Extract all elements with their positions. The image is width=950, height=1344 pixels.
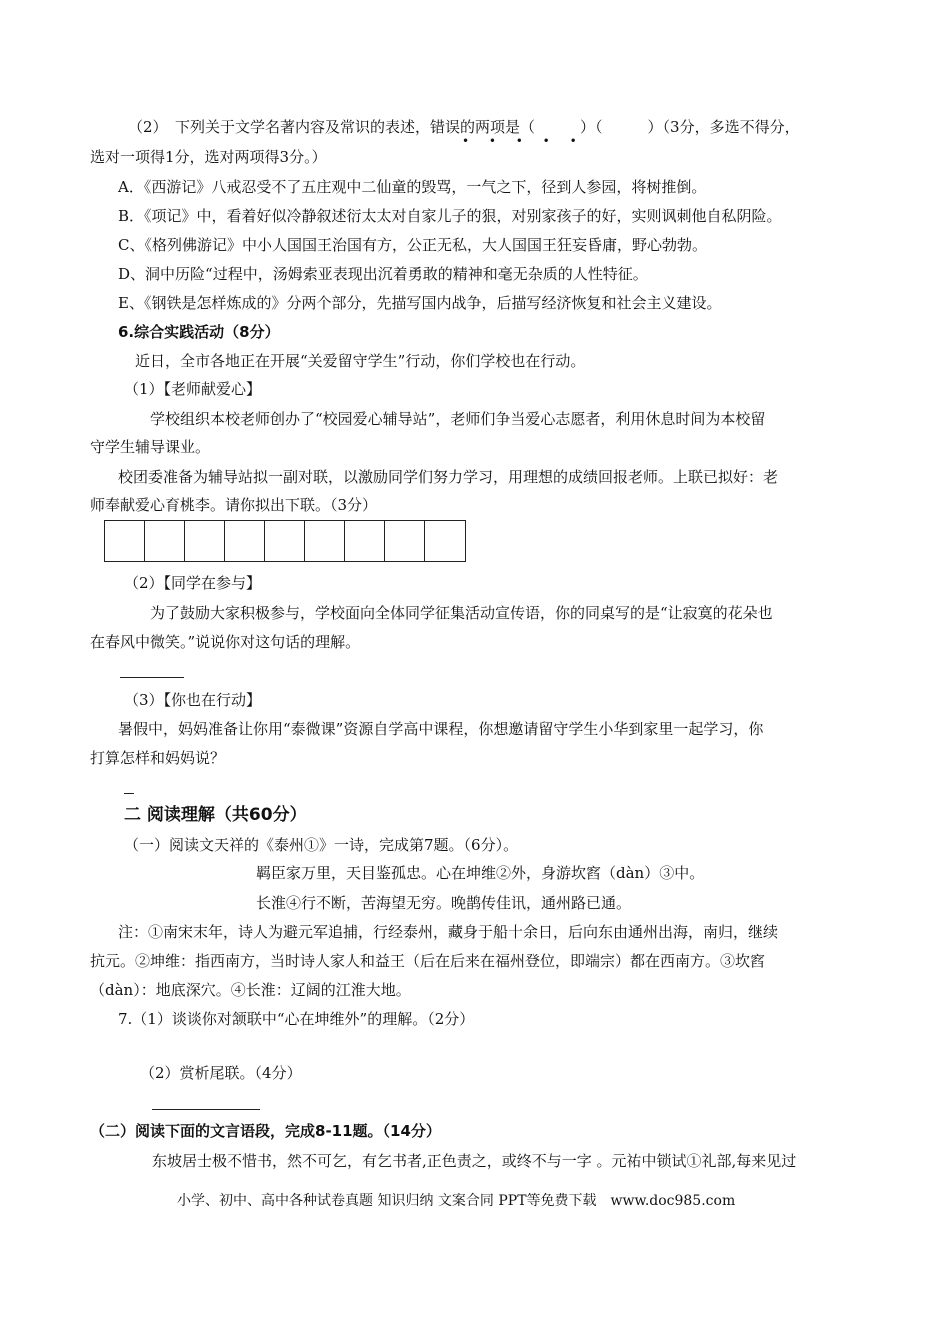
answer-line[interactable] — [124, 793, 134, 794]
q6-part2-text2: 在春风中微笑。”说说你对这句话的理解。 — [90, 633, 361, 651]
couplet-answer-grid[interactable] — [104, 520, 466, 562]
answer-cell[interactable] — [265, 521, 305, 561]
answer-cell[interactable] — [345, 521, 385, 561]
poem-line1: 羁臣家万里，天目鉴孤忠。心在坤维②外，身游坎窞（dàn）③中。 — [256, 864, 705, 882]
wenyan-line1: 东坡居士极不惜书，然不可乞，有乞书者,正色责之，或终不与一字 。元祐中锁试①礼部,每来见过 — [152, 1152, 797, 1170]
q6-part3-text1: 暑假中，妈妈准备让你用“泰微课”资源自学高中课程，你想邀请留守学生小华到家里一起学习，你 — [118, 720, 764, 738]
section2-sub1: （一）阅读文天祥的《泰州①》一诗，完成第7题。（6分）。 — [124, 836, 519, 854]
q6-part1-text2: 守学生辅导课业。 — [90, 438, 211, 456]
section2-sub2: （二）阅读下面的文言语段，完成8-11题。（14分） — [90, 1122, 441, 1140]
answer-cell[interactable] — [225, 521, 265, 561]
page-footer: 小学、初中、高中各种试卷真题 知识归纳 文案合同 PPT等免费下载 www.doc985.com — [177, 1193, 736, 1209]
q6-intro: 近日，全市各地正在开展“关爱留守学生”行动，你们学校也在行动。 — [135, 352, 586, 370]
q5-2-line1: （2） 下列关于文学名著内容及常识的表述，错误的两项是（ ）（ ）（3分，多选不得分， — [128, 118, 800, 136]
q6-part1-text3: 校团委准备为辅导站拟一副对联，以激励同学们努力学习，用理想的成绩回报老师。上联已拟好：老 — [118, 468, 779, 486]
q7-1: 7.（1）谈谈你对颔联中“心在坤维外”的理解。（2分） — [118, 1010, 475, 1028]
q5-2-line2: 选对一项得1分，选对两项得3分。） — [90, 148, 327, 166]
q6-part3-label: （3）【你也在行动】 — [124, 691, 262, 709]
note-line1: 注：①南宋末年，诗人为避元军追捕，行经泰州，藏身于船十余日，后向东由通州出海，南归，继续 — [118, 923, 779, 941]
answer-line[interactable] — [152, 1109, 260, 1110]
option-d: D、洞中历险“过程中，汤姆索亚表现出沉着勇敢的精神和毫无杂质的人性特征。 — [118, 265, 648, 283]
answer-cell[interactable] — [425, 521, 465, 561]
note-line3: （dàn）：地底深穴。④长淮：辽阔的江淮大地。 — [90, 981, 411, 999]
poem-line2: 长淮④行不断，苦海望无穷。晚鹊传佳讯，通州路已通。 — [256, 894, 632, 912]
section2-title: 二 阅读理解（共60分） — [124, 805, 307, 825]
answer-cell[interactable] — [145, 521, 185, 561]
q6-part3-text2: 打算怎样和妈妈说？ — [90, 749, 226, 767]
answer-cell[interactable] — [185, 521, 225, 561]
q7-2: （2）赏析尾联。（4分） — [140, 1064, 302, 1082]
q6-part1-text1: 学校组织本校老师创办了“校园爱心辅导站”，老师们争当爱心志愿者，利用休息时间为本校留 — [150, 410, 766, 428]
answer-cell[interactable] — [305, 521, 345, 561]
note-line2: 抗元。②坤维：指西南方，当时诗人家人和益王（后在后来在福州登位，即端宗）都在西南方。③坎窞 — [90, 952, 766, 970]
option-b: B．《项记》中，看着好似冷静叙述衍太太对自家儿子的狠，对别家孩子的好，实则讽刺他自私阴险。 — [118, 207, 782, 225]
emphasis-marks: • • • • • — [462, 134, 585, 148]
q6-title: 6.综合实践活动（8分） — [118, 323, 280, 341]
answer-line[interactable] — [120, 677, 184, 678]
q6-part2-text1: 为了鼓励大家积极参与，学校面向全体同学征集活动宣传语，你的同桌写的是“让寂寞的花朵也 — [150, 604, 773, 622]
option-c: C、《格列佛游记》中小人国国王治国有方，公正无私，大人国国王狂妄昏庸，野心勃勃。 — [118, 236, 707, 254]
q6-part1-text4: 师奉献爱心育桃李。请你拟出下联。（3分） — [90, 496, 378, 514]
q6-part1-label: （1）【老师献爱心】 — [124, 380, 262, 398]
option-a: A．《西游记》八戒忍受不了五庄观中二仙童的毁骂，一气之下，径到人参园，将树推倒。 — [118, 178, 707, 196]
answer-cell[interactable] — [385, 521, 425, 561]
q6-part2-label: （2）【同学在参与】 — [124, 574, 262, 592]
answer-cell[interactable] — [105, 521, 145, 561]
option-e: E、《钢铁是怎样炼成的》分两个部分，先描写国内战争，后描写经济恢复和社会主义建设。 — [118, 294, 722, 312]
